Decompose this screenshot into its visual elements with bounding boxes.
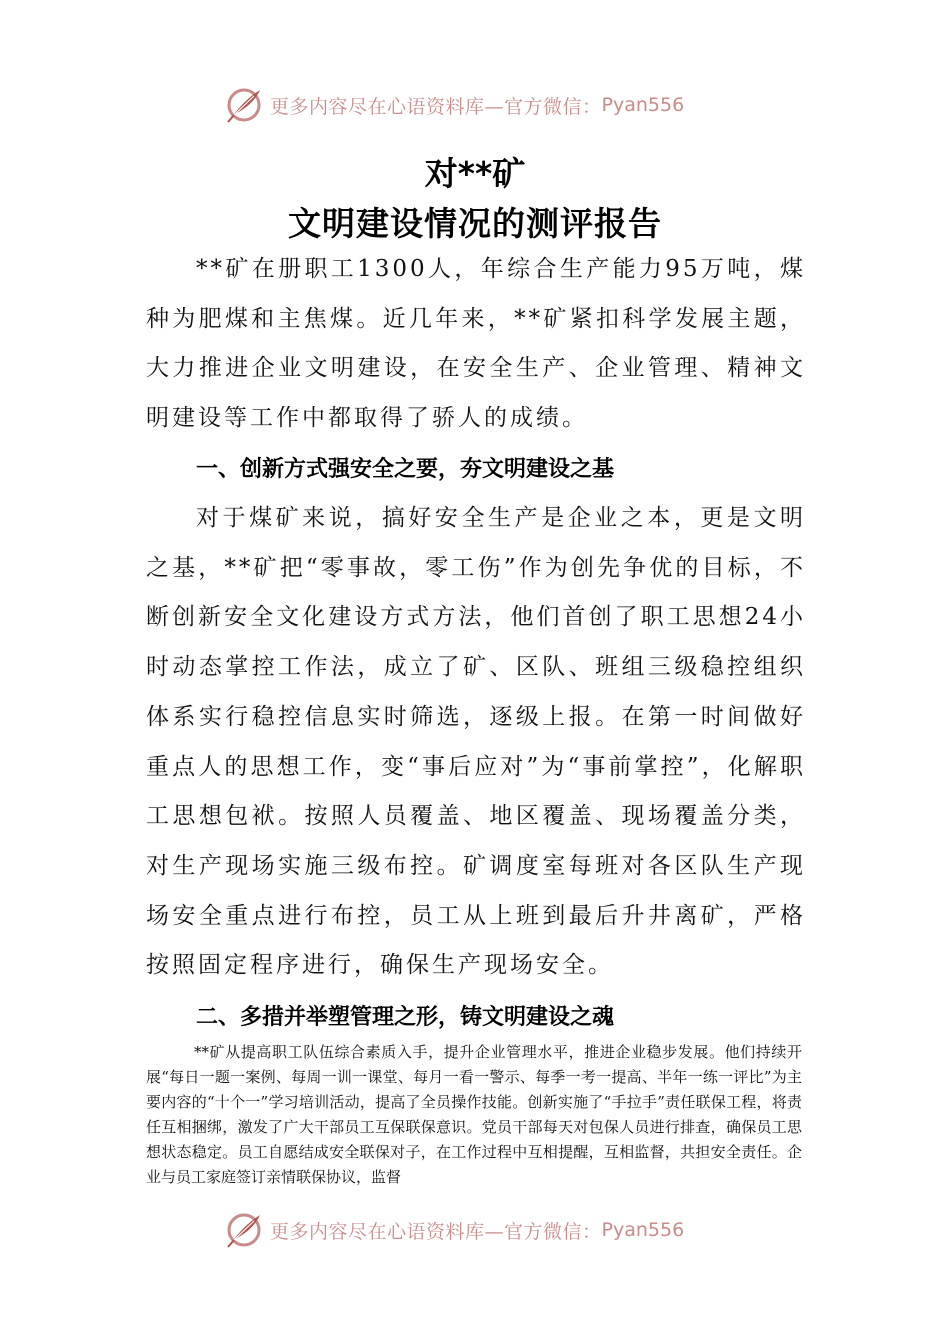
- watermark-text: 更多内容尽在心语资料库—官方微信：: [270, 95, 602, 118]
- section2-heading: 二、多措并举塑管理之形，铸文明建设之魂: [196, 1005, 615, 1030]
- intro-paragraph: **矿在册职工1300人，年综合生产能力95万吨，煤种为肥煤和主焦煤。近几年来，**矿紧扣科学发展主题，大力推进企业文明建设，在安全生产、企业管理、精神文明建设等工作中都取得了骄人的成绩。: [146, 256, 806, 432]
- watermark-text: 更多内容尽在心语资料库—官方微信：: [270, 1220, 602, 1243]
- watermark-banner-top: [224, 84, 684, 126]
- section1-heading: 一、创新方式强安全之要，夯文明建设之基: [196, 457, 615, 482]
- section2-paragraph: **矿从提高职工队伍综合素质入手，提升企业管理水平，推进企业稳步发展。他们持续开展“每日一题一案例、每周一训一课堂、每月一看一警示、每季一考一提高、半年一练一评比”为主要内容的“十个一”学习培训活动，提高了全员操作技能。创新实施了“手拉手”责任联保工程，将责任互相捆绑，激发了广大干部员工互保联保意识。党员干部每天对包保人员进行排查，确保员工思想状态稳定。员工自愿结成安全联保对子，在工作过程中互相提醒，互相监督，共担安全责任。企业与员工家庭签订亲情联保协议，监督: [146, 1043, 802, 1186]
- watermark-banner-bottom: [224, 1209, 684, 1251]
- document-title-line2: 文明建设情况的测评报告: [288, 204, 662, 243]
- feather-pen-logo-icon: [224, 1210, 264, 1250]
- watermark-wechat-id: Pyan556: [601, 1219, 685, 1241]
- feather-pen-logo-icon: [224, 85, 264, 125]
- watermark-wechat-id: Pyan556: [601, 94, 685, 116]
- document-title-line1: 对**矿: [424, 154, 526, 193]
- section1-paragraph: 对于煤矿来说，搞好安全生产是企业之本，更是文明之基，**矿把“零事故，零工伤”作为创先争优的目标，不断创新安全文化建设方式方法，他们首创了职工思想24小时动态掌控工作法，成立了矿、区队、班组三级稳控组织体系实行稳控信息实时筛选，逐级上报。在第一时间做好重点人的思想工作，变“事后应对”为“事前掌控”，化解职工思想包袱。按照人员覆盖、地区覆盖、现场覆盖分类，对生产现场实施三级布控。矿调度室每班对各区队生产现场安全重点进行布控，员工从上班到最后升井离矿，严格按照固定程序进行，确保生产现场安全。: [146, 505, 806, 979]
